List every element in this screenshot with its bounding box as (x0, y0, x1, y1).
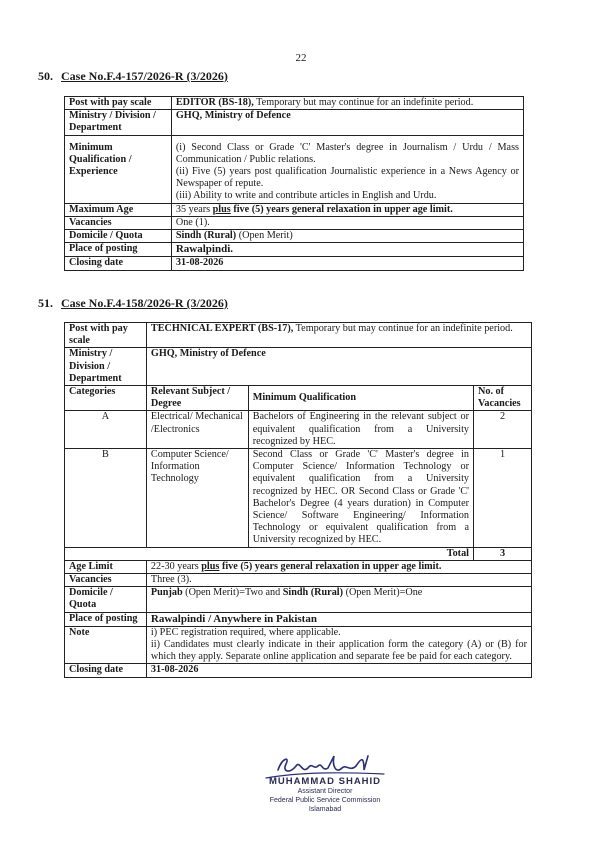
signatory-city: Islamabad (308, 806, 342, 813)
case-51-post-title: TECHNICAL EXPERT (BS-17), (150, 323, 294, 334)
case-50-posting-label: Place of posting (65, 243, 172, 257)
case-51-closing-value (146, 664, 531, 677)
case-51-age-value (146, 560, 531, 573)
case-50-age-pre: 35 years (175, 203, 213, 215)
case-51-row-posting (65, 612, 532, 626)
case-51-ministry-value (146, 348, 531, 386)
case-51-number: 51. (38, 296, 53, 310)
case-51-note-2: ii) Candidates must clearly indicate in their application form the category (A) or (B) for which they apply. Separate online application and separate fee be paid for each category. (150, 639, 527, 663)
case-51-domicile-label: Domicile / Quota (65, 587, 147, 612)
case-50-row-closing (65, 257, 524, 270)
case-50-ministry-label: Ministry / Division / Department (65, 110, 172, 135)
case-51-row-domicile (65, 587, 532, 612)
case-50-post-rest: Temporary but may continue for an indefinite period. (253, 97, 474, 108)
case-50-row-vacancies (65, 216, 524, 229)
category-subject: Electrical/ Mechanical /Electronics (146, 411, 248, 449)
case-50-row-post (65, 97, 524, 110)
category-vacancies: 1 (474, 449, 532, 548)
case-51-post-value (146, 323, 531, 348)
case-50-age-plus: plus (212, 203, 231, 215)
case-50-ministry-value (171, 110, 523, 135)
case-51-posting-label: Place of posting (65, 612, 147, 626)
case-51-age-plus: plus (201, 560, 220, 572)
case-50-domicile-bold: Sindh (Rural) (175, 230, 237, 242)
case-50-row-posting (65, 243, 524, 257)
case-50-qual-2: (ii) Five (5) years post qualification Journalistic experience in a News Agency or Newspaper of repute. (175, 166, 519, 190)
case-50-domicile-rest: (Open Merit) (236, 230, 293, 242)
case-51-row-age (65, 560, 532, 573)
case-50-post-title: EDITOR (BS-18), (175, 97, 254, 108)
case-51-table (64, 322, 532, 678)
category-qualification: Bachelors of Engineering in the relevant subject or equivalent qualification from a University recognized by HEC. (248, 411, 473, 449)
case-50-number: 50. (38, 69, 53, 83)
case-50-posting-value (171, 243, 523, 257)
case-50-row-age (65, 203, 524, 216)
case-50-domicile-label: Domicile / Quota (65, 230, 172, 243)
case-51-row-closing (65, 664, 532, 677)
case-51-row-ministry (65, 348, 532, 386)
case-51-closing-label: Closing date (65, 664, 147, 677)
case-51-posting-value (146, 612, 531, 626)
case-51-domicile-b1: Punjab (150, 587, 183, 599)
category-qualification: Second Class or Grade 'C' Master's degree in Computer Science/ Information Technology or equivalent qualification from a University recognized by HEC. OR Second Class or Grade 'C' Bachelor's Degree (4 years duration) in Computer Science/ Software Engineering/ Information Technology or equivalent qualification from a University recognized by HEC. (248, 449, 473, 548)
case-50-row-ministry (65, 110, 524, 135)
case-50-age-label: Maximum Age (65, 203, 172, 216)
case-50-vacancies-label: Vacancies (65, 216, 172, 229)
case-51-row-vacancies (65, 574, 532, 587)
case-51-domicile-b2: Sindh (Rural) (282, 587, 344, 599)
case-50-closing-text: 31-08-2026 (175, 257, 224, 269)
case-51-total-value: 3 (474, 547, 532, 560)
case-51-post-rest: Temporary but may continue for an indefinite period. (293, 323, 513, 334)
case-51-closing-text: 31-08-2026 (150, 664, 199, 676)
case-51-domicile-r2: (Open Merit)=One (343, 587, 423, 599)
case-51-col-subject: Relevant Subject / Degree (146, 386, 248, 411)
case-50-closing-label: Closing date (65, 257, 172, 270)
case-51-row-post (65, 323, 532, 348)
case-51-domicile-r1: (Open Merit)=Two and (182, 587, 283, 599)
case-50-domicile-value (171, 230, 523, 243)
case-51-posting-text: Rawalpindi / Anywhere in Pakistan (150, 612, 317, 625)
case-50-post-value (171, 97, 523, 110)
case-50-qual-1: (i) Second Class or Grade 'C' Master's degree in Journalism / Urdu / Mass Communication / Public relations. (175, 141, 519, 165)
case-51-total-label: Total (65, 547, 474, 560)
signatory-designation: Assistant Director (297, 788, 353, 795)
case-50-qual-3: (iii) Ability to write and contribute articles in English and Urdu. (175, 190, 437, 202)
case-50-row-domicile (65, 230, 524, 243)
page-number: 22 (295, 52, 307, 64)
case-51-age-label: Age Limit (65, 560, 147, 573)
case-51-ministry-text: GHQ, Ministry of Defence (150, 348, 266, 360)
case-50-age-post: five (5) years general relaxation in upper age limit. (230, 203, 453, 215)
case-51-col-vacancies: No. of Vacancies (474, 386, 532, 411)
case-51-note-value (146, 626, 531, 664)
case-50-age-value (171, 203, 523, 216)
signatory-organization: Federal Public Service Commission (269, 797, 381, 804)
case-51-row-total (65, 547, 532, 560)
category-vacancies: 2 (474, 411, 532, 449)
signature-block (250, 748, 400, 814)
case-51-domicile-value (146, 587, 531, 612)
case-51-age-pre: 22-30 years (150, 560, 202, 572)
case-51-vacancies-value: Three (3). (146, 574, 531, 587)
case-51-age-post: five (5) years general relaxation in upper age limit. (219, 560, 442, 572)
case-51-note-label: Note (65, 626, 147, 664)
case-50-closing-value (171, 257, 523, 270)
case-50-heading (38, 69, 228, 84)
case-51-col-qualification: Minimum Qualification (248, 386, 473, 411)
case-50-vacancies-value: One (1). (171, 216, 523, 229)
case-51-heading (38, 296, 228, 311)
case-51-row-category-a (65, 411, 532, 449)
case-50-qual-value (171, 135, 523, 203)
case-51-note-1: i) PEC registration required, where applicable. (150, 626, 341, 638)
case-51-post-label: Post with pay scale (65, 323, 147, 348)
case-51-row-category-b (65, 449, 532, 548)
case-51-categories-label: Categories (65, 386, 147, 411)
case-50-row-qualification (65, 135, 524, 203)
case-51-title: Case No.F.4-158/2026-R (3/2026) (61, 296, 228, 310)
category-code: B (65, 449, 147, 548)
case-50-table (64, 96, 524, 271)
case-51-row-categories-header (65, 386, 532, 411)
case-50-ministry-text: GHQ, Ministry of Defence (175, 110, 291, 122)
case-50-posting-text: Rawalpindi. (175, 243, 234, 256)
signatory-name: MUHAMMAD SHAHID (268, 776, 382, 787)
category-subject: Computer Science/ Information Technology (146, 449, 248, 548)
case-51-row-note (65, 626, 532, 664)
category-code: A (65, 411, 147, 449)
case-51-ministry-label: Ministry / Division / Department (65, 348, 147, 386)
case-51-vacancies-label: Vacancies (65, 574, 147, 587)
case-50-title: Case No.F.4-157/2026-R (3/2026) (61, 69, 228, 83)
case-50-post-label: Post with pay scale (65, 97, 172, 110)
case-50-qual-label: Minimum Qualification / Experience (65, 135, 172, 203)
